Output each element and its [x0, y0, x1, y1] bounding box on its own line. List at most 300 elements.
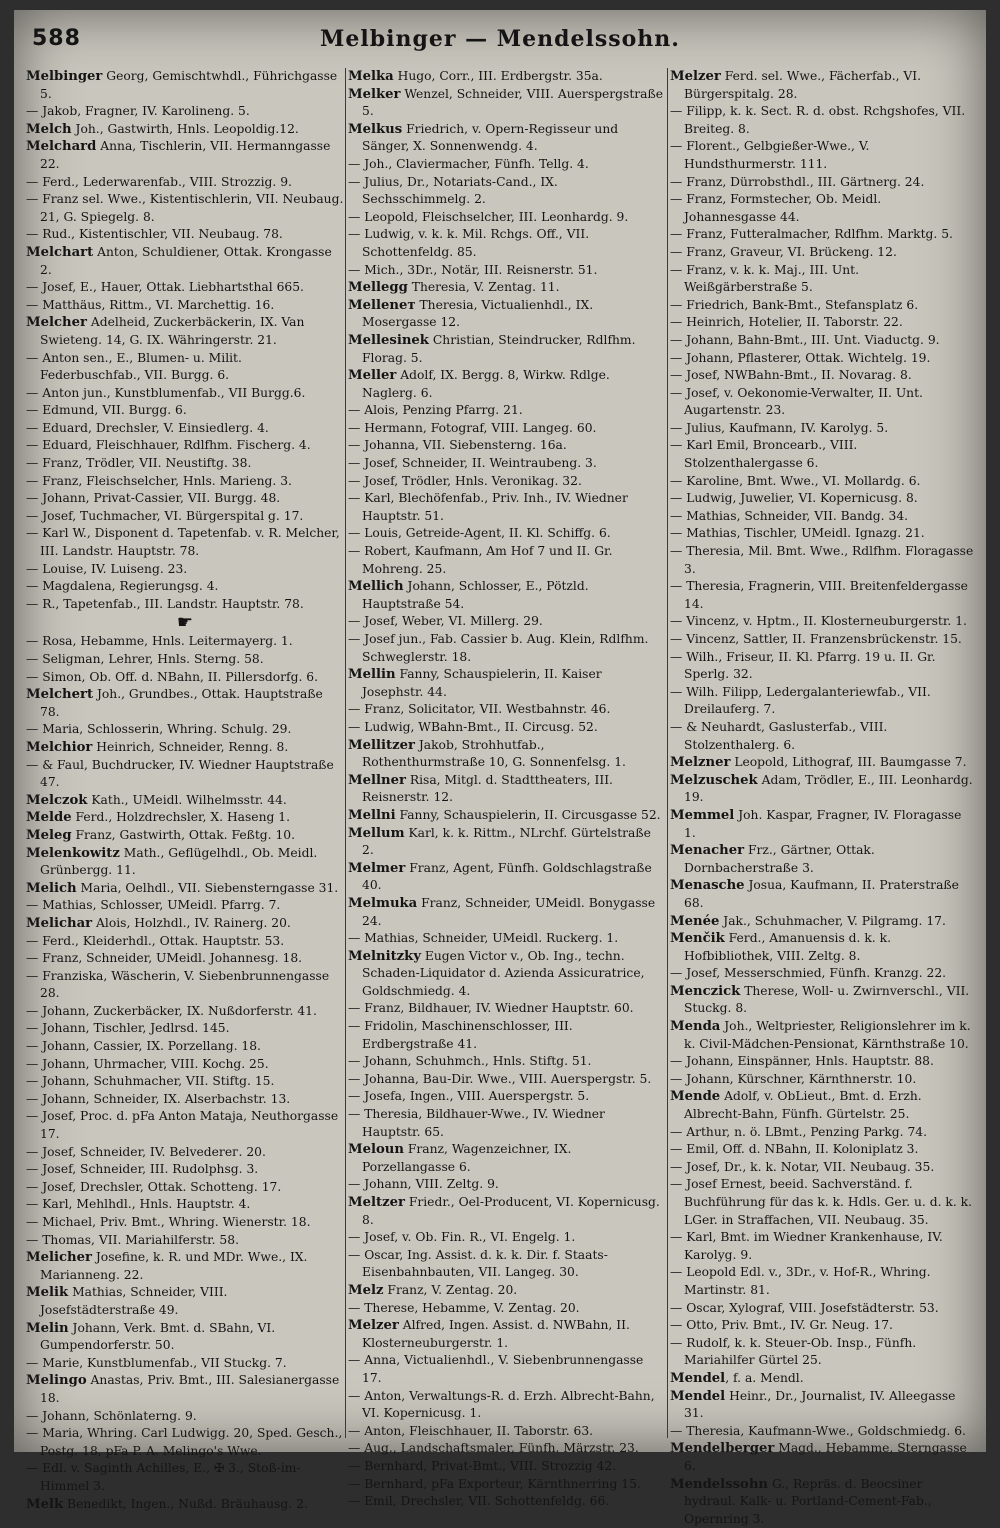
entry-text: — Rosa, Hebamme, Hnls. Leitermayerg. 1. — [26, 634, 293, 648]
directory-entry — [348, 174, 666, 209]
entry-text: Ferd., Holzdrechsler, X. Haseng 1. — [72, 810, 290, 824]
directory-entry — [26, 933, 344, 951]
entry-text: Maria, Oelhdl., VII. Siebensterngasse 31. — [77, 881, 339, 895]
directory-entry — [670, 525, 976, 543]
directory-entry — [26, 1056, 344, 1074]
entry-text: — Fridolin, Maschinenschlosser, III. Erdbergstraße 41. — [348, 1019, 573, 1051]
directory-entry — [348, 1229, 666, 1247]
entry-surname: Menczick — [670, 984, 740, 999]
entry-text: Adelheid, Zuckerbäckerin, IX. Van Swieteng. 14, G. IX. Währingerstr. 21. — [40, 315, 304, 347]
entry-text: — Josef jun., Fab. Cassier b. Aug. Klein, Rdlfhm. Schweglerstr. 18. — [348, 632, 648, 664]
directory-entry — [670, 1370, 976, 1388]
directory-entry — [348, 86, 666, 121]
directory-entry — [26, 455, 344, 473]
entry-text: Eugen Victor v., Ob. Ing., techn. Schaden-Liquidator d. Azienda Assicuratrice, Goldschmiedg. 4. — [362, 949, 645, 998]
entry-surname: Melik — [26, 1285, 68, 1300]
directory-entry — [26, 1073, 344, 1091]
entry-text: Alois, Holzhdl., IV. Rainerg. 20. — [92, 916, 291, 930]
entry-text: Friedr., Oel-Producent, VI. Kopernicusg. 8. — [362, 1195, 660, 1227]
directory-entry — [670, 1423, 976, 1441]
entry-text: — Hermann, Fotograf, VIII. Langeg. 60. — [348, 421, 596, 435]
entry-text: — Rud., Kistentischler, VII. Neubaug. 78. — [26, 227, 283, 241]
entry-text: — Johann, Zuckerbäcker, IX. Nußdorferstr. 41. — [26, 1004, 317, 1018]
entry-surname: Melnitzky — [348, 949, 421, 964]
directory-entry — [670, 262, 976, 297]
directory-entry — [26, 1108, 344, 1143]
entry-text: — Filipp, k. k. Sect. R. d. obst. Rchgshofes, VII. Breiteg. 8. — [670, 104, 965, 136]
entry-text: — Arthur, n. ö. LBmt., Penzing Parkg. 74. — [670, 1125, 927, 1139]
entry-surname: Meloun — [348, 1142, 404, 1157]
entry-surname: Melbinger — [26, 69, 102, 84]
directory-entry — [26, 1425, 344, 1460]
entry-surname: Meleg — [26, 828, 72, 843]
directory-entry — [26, 1355, 344, 1373]
entry-text: — Joh., Claviermacher, Fünfh. Tellg. 4. — [348, 157, 589, 171]
directory-entry — [26, 525, 344, 560]
directory-entry — [670, 350, 976, 368]
directory-entry — [26, 950, 344, 968]
entry-text: Fanny, Schauspielerin, II. Kaiser Josephstr. 44. — [362, 667, 602, 699]
entry-text: Joh., Weltpriester, Religionslehrer im k. k. Civil-Mädchen-Pensionat, Kärnthstraße 10. — [684, 1019, 971, 1051]
directory-entry — [670, 772, 976, 807]
directory-entry — [348, 420, 666, 438]
directory-entry — [670, 1440, 976, 1475]
entry-text: Franz, Gastwirth, Ottak. Feßtg. 10. — [72, 828, 295, 842]
directory-entry — [26, 420, 344, 438]
directory-entry — [670, 754, 976, 772]
entry-text: Franz, Agent, Fünfh. Goldschlagstraße 40. — [362, 861, 652, 893]
entry-text: — Seligman, Lehrer, Hnls. Sterng. 58. — [26, 652, 264, 666]
entry-text: Fanny, Schauspielerin, II. Circusgasse 52. — [396, 808, 661, 822]
page-header — [28, 20, 972, 56]
directory-entry — [348, 1194, 666, 1229]
entry-text: — Theresia, Kaufmann-Wwe., Goldschmiedg. 6. — [670, 1424, 966, 1438]
directory-entry — [26, 651, 344, 669]
entry-text: — Josef, Drechsler, Ottak. Schotteng. 17. — [26, 1180, 281, 1194]
entry-text: — Louis, Getreide-Agent, II. Kl. Schiffg. 6. — [348, 526, 611, 540]
entry-text: — Josef Ernest, beeid. Sachverständ. f. Buchführung für das k. k. Hdls. Ger. u. d. k. k. LGer. in Straffachen, VII. Neubaug. 35. — [670, 1177, 972, 1226]
entry-text: Friedrich, v. Opern-Regisseur und Sänger, X. Sonnenwendg. 4. — [362, 122, 618, 154]
entry-text: — Anna, Victualienhdl., V. Siebenbrunnengasse 17. — [348, 1353, 643, 1385]
directory-entry — [26, 897, 344, 915]
entry-text: Mathias, Schneider, VIII. Josefstädterstraße 49. — [40, 1285, 227, 1317]
directory-entry — [348, 613, 666, 631]
entry-text: — Jakob, Fragner, IV. Karolineng. 5. — [26, 104, 250, 118]
directory-entry — [670, 508, 976, 526]
entry-text: Benedikt, Ingen., Nußd. Bräuhausg. 2. — [63, 1497, 308, 1511]
entry-text: — Josef, E., Hauer, Ottak. Liebhartsthal 665. — [26, 280, 304, 294]
directory-entry — [26, 314, 344, 349]
directory-entry — [26, 880, 344, 898]
entry-text: — Louise, IV. Luiseng. 23. — [26, 562, 187, 576]
entry-text: — Mich., 3Dr., Notär, III. Reisnerstr. 51. — [348, 263, 597, 277]
entry-text: — Vincenz, v. Hptm., II. Klosterneuburgerstr. 1. — [670, 614, 967, 628]
entry-text: — Theresia, Fragnerin, VIII. Breitenfeldergasse 14. — [670, 579, 968, 611]
entry-surname: Melk — [26, 1497, 63, 1512]
entry-text: — Matthäus, Rittm., VI. Marchettig. 16. — [26, 298, 274, 312]
directory-entry — [26, 279, 344, 297]
entry-text: — Karl, Blechöfenfab., Priv. Inh., IV. Wiedner Hauptstr. 51. — [348, 491, 628, 523]
directory-entry — [26, 1161, 344, 1179]
directory-entry — [348, 1423, 666, 1441]
entry-surname: Mendelberger — [670, 1441, 774, 1456]
entry-text: — Anton sen., E., Blumen- u. Milit. Federbuschfab., VII. Burgg. 6. — [26, 351, 242, 383]
directory-entry — [26, 578, 344, 596]
page-number: 588 — [32, 26, 81, 51]
entry-surname: Mellegg — [348, 280, 408, 295]
entry-text: — Franz, Futteralmacher, Rdlfhm. Marktg. 5. — [670, 227, 953, 241]
entry-surname: Melich — [26, 881, 77, 896]
entry-surname: Mellner — [348, 773, 406, 788]
directory-entry — [348, 332, 666, 367]
entry-text: — Ludwig, v. k. k. Mil. Rchgs. Off., VII. Schottenfeldg. 85. — [348, 227, 589, 259]
directory-entry — [670, 103, 976, 138]
directory-entry — [670, 490, 976, 508]
directory-entry — [26, 596, 344, 614]
entry-text: — Mathias, Schneider, UMeidl. Ruckerg. 1. — [348, 931, 618, 945]
entry-text: — Ferd., Lederwarenfab., VIII. Strozzig. 9. — [26, 175, 292, 189]
entry-text: Jak., Schuhmacher, V. Pilgramg. 17. — [719, 914, 946, 928]
directory-entry — [348, 948, 666, 1001]
directory-entry — [348, 1493, 666, 1511]
entry-text: Magd., Hebamme, Sterngasse 6. — [684, 1441, 967, 1473]
entry-text: — Vincenz, Sattler, II. Franzensbrückenstr. 15. — [670, 632, 962, 646]
entry-surname: Melzuschek — [670, 773, 758, 788]
directory-entry — [348, 1317, 666, 1352]
directory-entry — [670, 174, 976, 192]
entry-text: Franz, Wagenzeichner, IX. Porzellangasse 6. — [362, 1142, 571, 1174]
directory-entry — [670, 1300, 976, 1318]
directory-entry — [348, 1247, 666, 1282]
entry-text: — Josef, Schneider, IV. Belvederег. 20. — [26, 1145, 266, 1159]
directory-entry — [670, 877, 976, 912]
entry-text: — Josef, Trödler, Hnls. Veronikag. 32. — [348, 474, 582, 488]
entry-text: — Marie, Kunstblumenfab., VII Stuckg. 7. — [26, 1356, 287, 1370]
entry-text: — Karl, Mehlhdl., Hnls. Hauptstr. 4. — [26, 1197, 250, 1211]
entry-text: Heinr., Dr., Journalist, IV. Alleegasse 31. — [684, 1389, 955, 1421]
entry-text: — Bernhard, Privat-Bmt., VIII. Strozzig 42. — [348, 1459, 616, 1473]
entry-text: — Franz, Bildhauer, IV. Wiedner Hauptstr. 60. — [348, 1001, 634, 1015]
directory-entry — [26, 508, 344, 526]
entry-text: — Maria, Whring. Carl Ludwigg. 20, Sped. Gesch., Postg. 18, pFa P. A. Melingo's Wwe. — [26, 1426, 342, 1458]
entry-surname: Melcher — [26, 315, 87, 330]
directory-entry — [670, 807, 976, 842]
entry-text: — Thomas, VII. Mariahilferstr. 58. — [26, 1233, 239, 1247]
directory-entry — [670, 1317, 976, 1335]
entry-surname: Meltzer — [348, 1195, 405, 1210]
entry-text: — Otto, Priv. Bmt., IV. Gr. Neug. 17. — [670, 1318, 893, 1332]
entry-text: — Therese, Hebamme, V. Zentag. 20. — [348, 1301, 580, 1315]
entry-surname: Melchard — [26, 139, 96, 154]
entry-text: — Josef, Proc. d. pFa Anton Mataja, Neuthorgasse 17. — [26, 1109, 338, 1141]
entry-text: Hugo, Corr., III. Erdbergstr. 35a. — [394, 69, 603, 83]
directory-entry — [26, 827, 344, 845]
directory-entry — [26, 1372, 344, 1407]
entry-text: — Johann, Schuhmch., Hnls. Stiftg. 51. — [348, 1054, 591, 1068]
directory-entry — [348, 1000, 666, 1018]
entry-text: G., Repräs. d. Beocsiner hydraul. Kalk- u. Portland-Cement-Fab., Opernring 3. — [684, 1477, 932, 1526]
directory-entry — [670, 965, 976, 983]
entry-text: Joh., Grundbes., Ottak. Hauptstraße 78. — [40, 687, 323, 719]
directory-entry — [670, 1476, 976, 1528]
entry-text: Adam, Trödler, E., III. Leonhardg. 19. — [684, 773, 973, 805]
entry-text: — Josef, Weber, VI. Millerg. 29. — [348, 614, 543, 628]
directory-entry — [348, 701, 666, 719]
entry-surname: Melzer — [670, 69, 721, 84]
entry-text: — Josef, Messerschmied, Fünfh. Kranzg. 22. — [670, 966, 946, 980]
entry-text: Math., Geflügelhdl., Ob. Meidl. Grünbergg. 11. — [40, 846, 317, 878]
directory-entry — [348, 1071, 666, 1089]
directory-entry — [348, 279, 666, 297]
entry-text: — Franz, Dürrobsthdl., III. Gärtnerg. 24. — [670, 175, 924, 189]
directory-entry — [348, 226, 666, 261]
directory-entry — [26, 1196, 344, 1214]
directory-entry — [26, 1232, 344, 1250]
entry-text: Anastas, Priv. Bmt., III. Salesianergasse 18. — [40, 1373, 339, 1405]
entry-text: Johann, Verk. Bmt. d. SBahn, VI. Gumpendorferstr. 50. — [40, 1321, 275, 1353]
entry-text: — Johann, Bahn-Bmt., III. Unt. Viaductg. 9. — [670, 333, 940, 347]
directory-entry — [348, 490, 666, 525]
directory-entry — [348, 437, 666, 455]
directory-entry — [26, 721, 344, 739]
directory-entry — [670, 226, 976, 244]
column-rule — [667, 68, 668, 1438]
directory-entry — [348, 666, 666, 701]
directory-entry — [670, 913, 976, 931]
entry-surname: Melch — [26, 122, 72, 137]
directory-entry — [26, 1020, 344, 1038]
entry-surname: Melleneт — [348, 298, 416, 313]
directory-entry — [348, 895, 666, 930]
directory-entry — [26, 385, 344, 403]
directory-entry — [670, 420, 976, 438]
directory-entry — [26, 845, 344, 880]
directory-entry — [26, 402, 344, 420]
entry-text: Risa, Mitgl. d. Stadttheaters, III. Reisnerstr. 12. — [362, 773, 613, 805]
entry-text: Theresia, Victualienhdl., IX. Mosergasse 12. — [362, 298, 593, 330]
directory-entry — [26, 1249, 344, 1284]
directory-entry — [348, 1352, 666, 1387]
entry-text: — Florent., Gelbgießer-Wwe., V. Hundsthurmerstr. 111. — [670, 139, 869, 171]
entry-text: — Josef, NWBahn-Bmt., II. Novarag. 8. — [670, 368, 912, 382]
directory-entry — [670, 1053, 976, 1071]
entry-surname: Melka — [348, 69, 394, 84]
directory-entry — [348, 1388, 666, 1423]
directory-entry — [670, 1088, 976, 1123]
directory-entry — [348, 543, 666, 578]
directory-entry — [670, 1124, 976, 1142]
entry-text: — Franz, Formstecher, Ob. Meidl. Johannesgasse 44. — [670, 192, 881, 224]
entry-surname: Melchart — [26, 245, 93, 260]
entry-text: — Josef, v. Oekonomie-Verwalter, II. Unt. Augartenstr. 23. — [670, 386, 923, 418]
directory-entry — [348, 156, 666, 174]
directory-entry — [348, 719, 666, 737]
directory-entry — [26, 103, 344, 121]
entry-surname: Mellum — [348, 826, 405, 841]
directory-entry — [26, 1284, 344, 1319]
directory-entry — [670, 631, 976, 649]
entry-text: Karl, k. k. Rittm., NLrchf. Gürtelstraße 2. — [362, 826, 651, 858]
entry-text: — Josef, Schneider, II. Weintraubeng. 3. — [348, 456, 597, 470]
entry-surname: Mende — [670, 1089, 720, 1104]
directory-entry — [348, 1282, 666, 1300]
directory-entry — [670, 1071, 976, 1089]
entry-text: — Franz, Schneider, UMeidl. Johannesg. 18. — [26, 951, 302, 965]
entry-surname: Melicher — [26, 1250, 92, 1265]
entry-text: — Franz sel. Wwe., Kistentischlerin, VII. Neubaug. 21, G. Spiegelg. 8. — [26, 192, 343, 224]
entry-surname: Melichar — [26, 916, 92, 931]
entry-surname: Melchert — [26, 687, 93, 702]
directory-entry — [670, 613, 976, 631]
entry-text: — Ludwig, Juwelier, VI. Kopernicusg. 8. — [670, 491, 918, 505]
directory-entry — [348, 367, 666, 402]
entry-text: — Anton, Fleischhauer, II. Taborstr. 63. — [348, 1424, 593, 1438]
entry-text: — Edmund, VII. Burgg. 6. — [26, 403, 187, 417]
entry-surname: Mendel — [670, 1389, 725, 1404]
entry-text: — Emil, Drechsler, VII. Schottenfeldg. 66. — [348, 1494, 609, 1508]
entry-text: Jakob, Strohhutfab., Rothenthurmstraße 10, G. Sonnenfelsg. 1. — [362, 738, 626, 770]
entry-text: — Johann, Einspänner, Hnls. Hauptstr. 88. — [670, 1054, 934, 1068]
directory-entry — [670, 138, 976, 173]
entry-surname: Melde — [26, 810, 72, 825]
directory-entry — [670, 1388, 976, 1423]
directory-entry — [670, 332, 976, 350]
directory-entry — [670, 543, 976, 578]
entry-text: Franz, Schneider, UMeidl. Bonygasse 24. — [362, 896, 655, 928]
directory-entry — [348, 1458, 666, 1476]
entry-text: — Leopold Edl. v., 3Dr., v. Hof-R., Whring. Martinstr. 81. — [670, 1265, 931, 1297]
directory-entry — [670, 842, 976, 877]
directory-entry — [670, 684, 976, 719]
entry-text: — Oscar, Xylograf, VIII. Josefstädterstr. 53. — [670, 1301, 939, 1315]
directory-entry — [26, 1214, 344, 1232]
entry-text: — Johanna, Bau-Dir. Wwe., VIII. Auerspergstr. 5. — [348, 1072, 651, 1086]
entry-text: — Johann, VIII. Zeltg. 9. — [348, 1177, 499, 1191]
directory-entry — [670, 1335, 976, 1370]
directory-entry — [348, 1106, 666, 1141]
directory-entry — [670, 1018, 976, 1053]
entry-text: — Josef, Dr., k. k. Notar, VII. Neubaug. 35. — [670, 1160, 934, 1174]
entry-text: — Karl W., Disponent d. Tapetenfab. v. R. Melcher, III. Landstr. Hauptstr. 78. — [26, 526, 340, 558]
entry-text: Anna, Tischlerin, VII. Hermanngasse 22. — [40, 139, 330, 171]
entry-surname: Menčik — [670, 931, 725, 946]
entry-text: — Anton jun., Kunstblumenfab., VII Burgg.6. — [26, 386, 305, 400]
directory-entry — [26, 739, 344, 757]
directory-entry — [348, 121, 666, 156]
column-2 — [348, 68, 666, 1444]
directory-entry — [26, 138, 344, 173]
entry-text: — Johann, Pflasterer, Ottak. Wichtelg. 19. — [670, 351, 930, 365]
entry-surname: Melzer — [348, 1318, 399, 1333]
entry-text: — Franz, Trödler, VII. Neustiftg. 38. — [26, 456, 251, 470]
entry-text: — Emil, Off. d. NBahn, II. Koloniplatz 3. — [670, 1142, 918, 1156]
directory-entry — [26, 757, 344, 792]
entry-surname: Memmel — [670, 808, 734, 823]
entry-text: — Johanna, VII. Siebensterng. 16a. — [348, 438, 567, 452]
directory-entry — [348, 473, 666, 491]
entry-surname: Melczok — [26, 793, 87, 808]
ornament-glyph — [26, 613, 344, 633]
entry-text: — Franz, Solicitator, VII. Westbahnstr. 46. — [348, 702, 610, 716]
entry-text: — Bernhard, pFa Exporteur, Kärnthnerring 15. — [348, 1477, 641, 1491]
directory-entry — [670, 68, 976, 103]
directory-entry — [348, 1141, 666, 1176]
entry-text: Adolf, IX. Bergg. 8, Wirkw. Rdlge. Naglerg. 6. — [362, 368, 610, 400]
entry-text: — Julius, Kaufmann, IV. Karolyg. 5. — [670, 421, 888, 435]
directory-entry — [348, 1440, 666, 1458]
entry-text: — Franz, Graveur, VI. Brückeng. 12. — [670, 245, 897, 259]
directory-entry — [26, 1144, 344, 1162]
directory-entry — [348, 262, 666, 280]
entry-text: Wenzel, Schneider, VIII. Auerspergstraße 5. — [362, 87, 663, 119]
entry-text: — Mathias, Schlosser, UMeidl. Pfarrg. 7. — [26, 898, 280, 912]
entry-surname: Melenkowitz — [26, 846, 120, 861]
entry-surname: Melz — [348, 1283, 384, 1298]
entry-text: — Ferd., Kleiderhdl., Ottak. Hauptstr. 53. — [26, 934, 284, 948]
entry-text: — Franz, Fleischselcher, Hnls. Marieng. 3. — [26, 474, 292, 488]
entry-text: Kath., UMeidl. Wilhelmsstr. 44. — [87, 793, 286, 807]
directory-entry — [670, 1141, 976, 1159]
entry-text: — Johann, Schönlaterng. 9. — [26, 1409, 197, 1423]
entry-text: — Edl. v. Saginth Achilles, E., ✠ 3., Stoß-im-Himmel 3. — [26, 1461, 301, 1493]
entry-text: Alfred, Ingen. Assist. d. NWBahn, II. Klosterneuburgerstr. 1. — [362, 1318, 630, 1350]
entry-surname: Mendelssohn — [670, 1477, 768, 1492]
entry-text: Ferd. sel. Wwe., Fächerfab., VI. Bürgerspitalg. 28. — [684, 69, 921, 101]
entry-text: — Mathias, Tischler, UMeidl. Ignazg. 21. — [670, 526, 925, 540]
entry-text: Georg, Gemischtwhdl., Führichgasse 5. — [40, 69, 337, 101]
directory-entry — [670, 367, 976, 385]
entry-text: Adolf, v. ObLieut., Bmt. d. Erzh. Albrecht-Bahn, Fünfh. Gürtelstr. 25. — [684, 1089, 922, 1121]
directory-entry — [26, 174, 344, 192]
directory-entry — [670, 649, 976, 684]
entry-text: — Johann, Cassier, IX. Porzellang. 18. — [26, 1039, 261, 1053]
directory-entry — [670, 297, 976, 315]
entry-text: Josua, Kaufmann, II. Praterstraße 68. — [684, 878, 959, 910]
directory-entry — [670, 437, 976, 472]
directory-entry — [26, 1038, 344, 1056]
directory-entry — [348, 930, 666, 948]
entry-text: — Johann, Privat-Cassier, VII. Burgg. 48. — [26, 491, 280, 505]
directory-entry — [348, 631, 666, 666]
entry-text: — Leopold, Fleischselcher, III. Leonhardg. 9. — [348, 210, 628, 224]
entry-text: — & Faul, Buchdrucker, IV. Wiedner Hauptstraße 47. — [26, 758, 334, 790]
directory-entry — [26, 297, 344, 315]
entry-text: — Alois, Penzing Pfarrg. 21. — [348, 403, 523, 417]
entry-text: — Michael, Priv. Bmt., Whring. Wienerstr. 18. — [26, 1215, 311, 1229]
directory-entry — [348, 860, 666, 895]
entry-text: — Karl, Bmt. im Wiedner Krankenhause, IV. Karolyg. 9. — [670, 1230, 943, 1262]
entry-surname: Menda — [670, 1019, 720, 1034]
entry-surname: Mellin — [348, 667, 396, 682]
directory-entry — [26, 633, 344, 651]
directory-entry — [26, 1091, 344, 1109]
directory-entry — [670, 719, 976, 754]
entry-text: — Johann, Schneider, IX. Alserbachstr. 13. — [26, 1092, 290, 1106]
directory-entry — [670, 314, 976, 332]
directory-entry — [26, 473, 344, 491]
directory-entry — [670, 385, 976, 420]
directory-entry — [348, 1476, 666, 1494]
directory-entry — [670, 1264, 976, 1299]
directory-entry — [348, 297, 666, 332]
entry-text: — Johann, Kürschner, Kärnthnerstr. 10. — [670, 1072, 916, 1086]
entry-text: — Aug., Landschaftsmaler, Fünfh. Märzstr. 23. — [348, 1441, 639, 1455]
directory-entry — [670, 191, 976, 226]
directory-entry — [348, 525, 666, 543]
directory-page — [14, 10, 986, 1452]
entry-text: — Magdalena, Regierungsg. 4. — [26, 579, 218, 593]
entry-surname: Mellesinek — [348, 333, 429, 348]
